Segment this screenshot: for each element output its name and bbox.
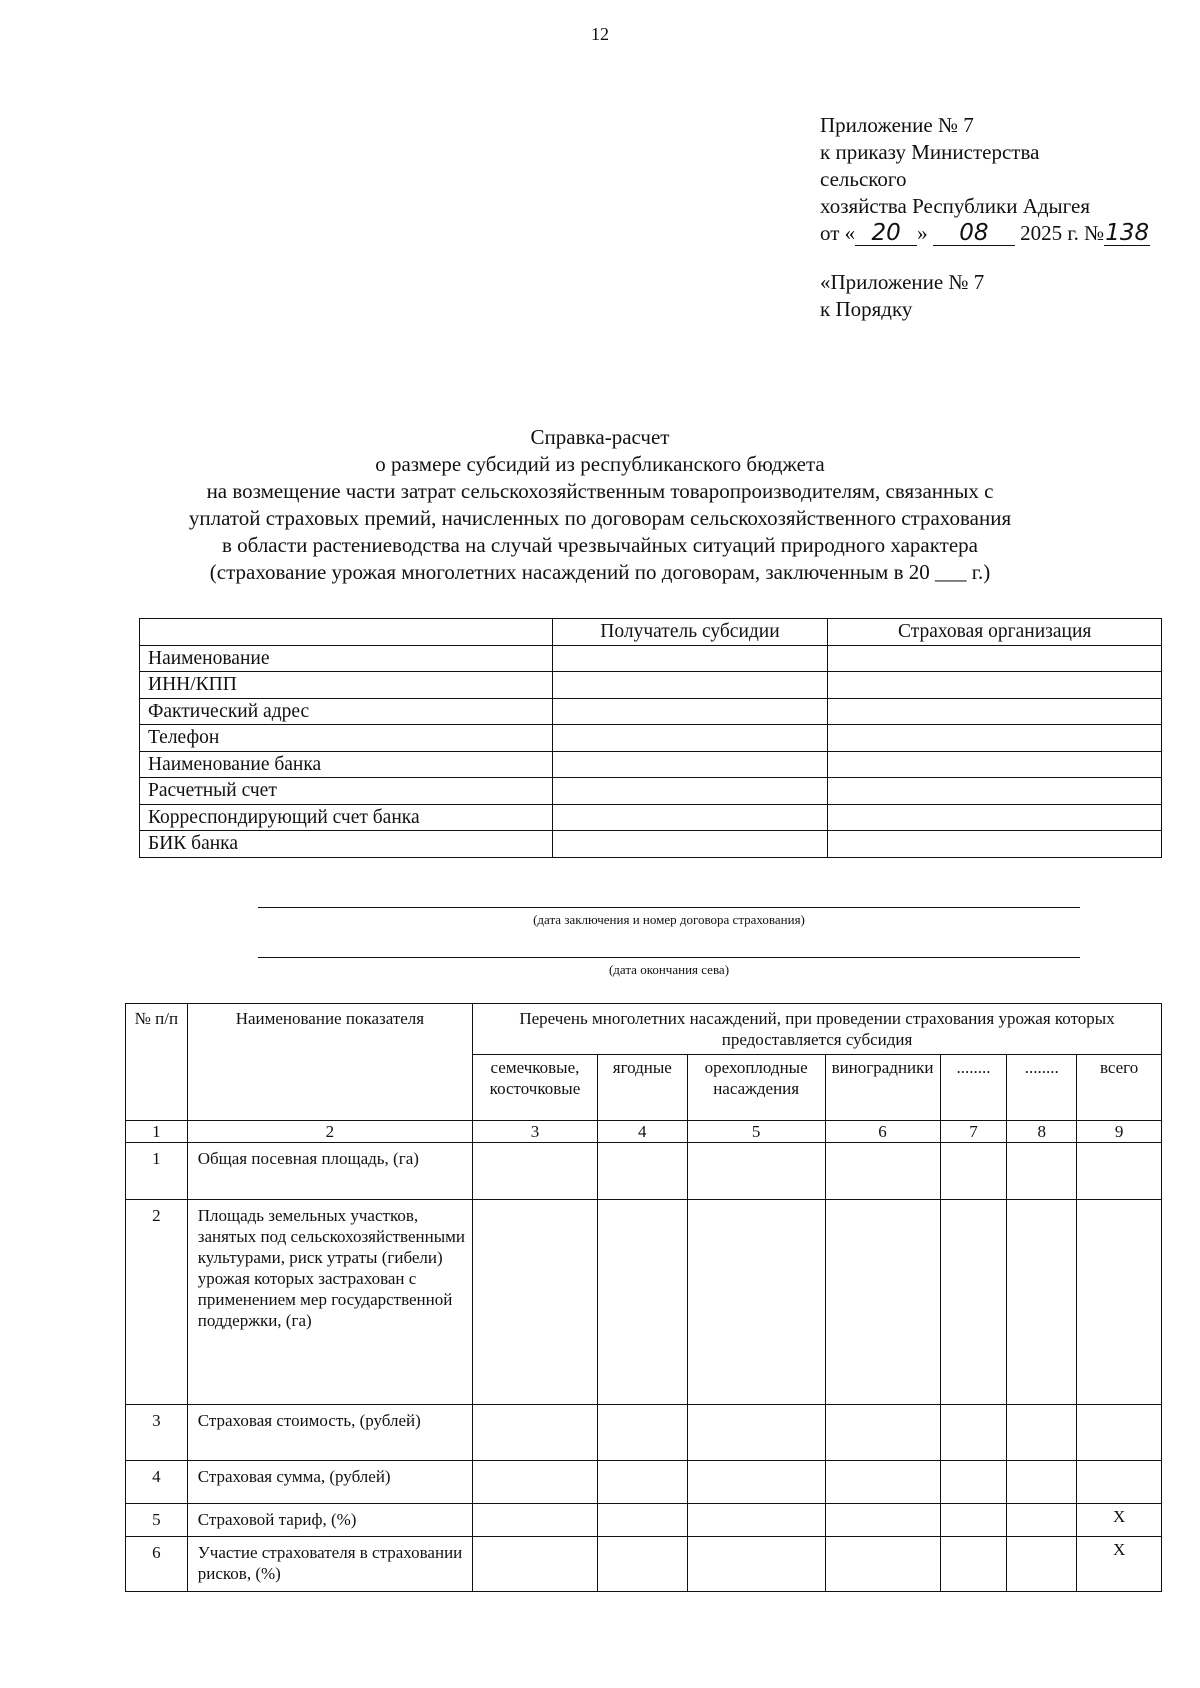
column-number: 6	[825, 1121, 940, 1143]
row-label: Наименование банка	[140, 751, 553, 778]
insurer-header: Страховая организация	[828, 619, 1162, 646]
value-cell	[597, 1461, 687, 1504]
appendix-line: к приказу Министерства	[820, 140, 1040, 164]
total-cell: X	[1077, 1537, 1162, 1592]
value-cell	[687, 1405, 825, 1461]
table-row	[126, 1504, 1162, 1537]
contract-date-caption: (дата заключения и номер договора страхования)	[533, 912, 805, 927]
column-number-row	[126, 1121, 1162, 1143]
table-row	[140, 804, 1162, 831]
column-number: 3	[473, 1121, 598, 1143]
value-cell	[1007, 1405, 1077, 1461]
value-cell	[825, 1143, 940, 1200]
value-cell	[1007, 1200, 1077, 1405]
title-line: на возмещение части затрат сельскохозяйственным товаропроизводителям, связанных с	[206, 479, 994, 503]
calculation-table	[125, 1003, 1162, 1592]
subheader-nut: орехоплодные насаждения	[687, 1055, 825, 1121]
number-header: № п/п	[126, 1004, 188, 1121]
indicator-name: Площадь земельных участков, занятых под сельскохозяйственными культурами, риск утраты (гибели) урожая которых застрахован с применением мер государственной поддержки, (га)	[187, 1200, 472, 1405]
table-row	[126, 1200, 1162, 1405]
table-row	[140, 725, 1162, 752]
value-cell	[825, 1537, 940, 1592]
insurer-cell	[828, 645, 1162, 672]
value-cell	[1007, 1537, 1077, 1592]
row-label: Фактический адрес	[140, 698, 553, 725]
handwritten-month: 08	[933, 221, 1015, 246]
table-row	[140, 698, 1162, 725]
insurer-cell	[828, 725, 1162, 752]
value-cell	[597, 1143, 687, 1200]
insurer-cell	[828, 751, 1162, 778]
table-row	[140, 778, 1162, 805]
date-prefix: от «	[820, 221, 856, 245]
indicator-name: Страховая стоимость, (рублей)	[187, 1405, 472, 1461]
requisites-header-empty	[140, 619, 553, 646]
subheader-berry: ягодные	[597, 1055, 687, 1121]
value-cell	[473, 1200, 598, 1405]
value-cell	[940, 1143, 1007, 1200]
indicator-name-header: Наименование показателя	[187, 1004, 472, 1121]
value-cell	[687, 1200, 825, 1405]
value-cell	[687, 1461, 825, 1504]
column-number: 5	[687, 1121, 825, 1143]
column-number: 9	[1077, 1121, 1162, 1143]
value-cell	[940, 1461, 1007, 1504]
value-cell	[825, 1405, 940, 1461]
appendix-line: сельского	[820, 167, 907, 191]
plantings-group-header: Перечень многолетних насаждений, при проведении страхования урожая которых предоставляется субсидия	[473, 1004, 1162, 1055]
value-cell	[687, 1537, 825, 1592]
value-cell	[940, 1504, 1007, 1537]
recipient-cell	[552, 698, 828, 725]
table-row	[126, 1537, 1162, 1592]
value-cell	[940, 1537, 1007, 1592]
row-number: 5	[126, 1504, 188, 1537]
recipient-cell	[552, 751, 828, 778]
appendix-line: хозяйства Республики Адыгея	[820, 194, 1090, 218]
document-title	[0, 424, 1200, 586]
value-cell	[687, 1504, 825, 1537]
value-cell	[687, 1143, 825, 1200]
recipient-header: Получатель субсидии	[552, 619, 828, 646]
recipient-cell	[552, 672, 828, 699]
subheader-vineyard: виноградники	[825, 1055, 940, 1121]
value-cell	[473, 1405, 598, 1461]
header-row-1	[126, 1004, 1162, 1055]
appendix-header	[820, 112, 1150, 323]
appendix-sub-line: к Порядку	[820, 297, 913, 321]
column-number: 7	[940, 1121, 1007, 1143]
table-row	[126, 1461, 1162, 1504]
recipient-cell	[552, 804, 828, 831]
insurer-cell	[828, 778, 1162, 805]
value-cell	[1007, 1143, 1077, 1200]
sowing-date-line	[258, 957, 1080, 958]
recipient-cell	[552, 831, 828, 858]
table-row	[140, 831, 1162, 858]
indicator-name: Общая посевная площадь, (га)	[187, 1143, 472, 1200]
appendix-sub-line: «Приложение № 7	[820, 270, 985, 294]
row-label: ИНН/КПП	[140, 672, 553, 699]
value-cell	[473, 1537, 598, 1592]
insurer-cell	[828, 831, 1162, 858]
total-cell	[1077, 1461, 1162, 1504]
row-label: Расчетный счет	[140, 778, 553, 805]
column-number: 1	[126, 1121, 188, 1143]
date-mid: »	[917, 221, 928, 245]
recipient-cell	[552, 778, 828, 805]
column-number: 4	[597, 1121, 687, 1143]
row-number: 3	[126, 1405, 188, 1461]
insurer-cell	[828, 672, 1162, 699]
table-row	[140, 645, 1162, 672]
table-row	[126, 1143, 1162, 1200]
value-cell	[825, 1504, 940, 1537]
order-date-line	[820, 220, 1150, 247]
table-row	[126, 1405, 1162, 1461]
recipient-cell	[552, 725, 828, 752]
title-line: о размере субсидий из республиканского бюджета	[375, 452, 825, 476]
value-cell	[597, 1200, 687, 1405]
sowing-date-caption: (дата окончания сева)	[608, 962, 730, 977]
title-line: Справка-расчет	[530, 425, 670, 449]
table-row	[140, 751, 1162, 778]
handwritten-order-number: 138	[1105, 220, 1150, 246]
requisites-header-row	[140, 619, 1162, 646]
requisites-table	[139, 618, 1162, 858]
value-cell	[825, 1200, 940, 1405]
insurer-cell	[828, 804, 1162, 831]
appendix-line: Приложение № 7	[820, 113, 974, 137]
value-cell	[940, 1405, 1007, 1461]
row-number: 2	[126, 1200, 188, 1405]
column-number: 2	[187, 1121, 472, 1143]
subheader-seed-stone: семечковые, косточковые	[473, 1055, 598, 1121]
value-cell	[825, 1461, 940, 1504]
title-line: (страхование урожая многолетних насаждений по договорам, заключенным в 20 ___ г.)	[209, 560, 991, 584]
subheader-total: всего	[1077, 1055, 1162, 1121]
page-number: 12	[591, 24, 609, 44]
title-line: уплатой страховых премий, начисленных по договорам сельскохозяйственного страхования	[188, 506, 1012, 530]
title-line: в области растениеводства на случай чрезвычайных ситуаций природного характера	[222, 533, 978, 557]
value-cell	[473, 1461, 598, 1504]
date-year: 2025 г. №	[1020, 221, 1105, 245]
value-cell	[597, 1504, 687, 1537]
indicator-name: Страховая сумма, (рублей)	[187, 1461, 472, 1504]
value-cell	[597, 1537, 687, 1592]
recipient-cell	[552, 645, 828, 672]
value-cell	[597, 1405, 687, 1461]
row-label: Телефон	[140, 725, 553, 752]
table-row	[140, 672, 1162, 699]
insurer-cell	[828, 698, 1162, 725]
subheader-other-2: ........	[1007, 1055, 1077, 1121]
row-number: 1	[126, 1143, 188, 1200]
row-label: Корреспондирующий счет банка	[140, 804, 553, 831]
subheader-other-1: ........	[940, 1055, 1007, 1121]
row-number: 4	[126, 1461, 188, 1504]
value-cell	[1007, 1461, 1077, 1504]
value-cell	[473, 1504, 598, 1537]
row-label: БИК банка	[140, 831, 553, 858]
row-label: Наименование	[140, 645, 553, 672]
indicator-name: Страховой тариф, (%)	[187, 1504, 472, 1537]
value-cell	[473, 1143, 598, 1200]
total-cell: X	[1077, 1504, 1162, 1537]
total-cell	[1077, 1405, 1162, 1461]
row-number: 6	[126, 1537, 188, 1592]
total-cell	[1077, 1143, 1162, 1200]
contract-date-line	[258, 907, 1080, 908]
handwritten-day: 20	[855, 221, 917, 246]
value-cell	[1007, 1504, 1077, 1537]
column-number: 8	[1007, 1121, 1077, 1143]
value-cell	[940, 1200, 1007, 1405]
indicator-name: Участие страхователя в страховании рисков, (%)	[187, 1537, 472, 1592]
total-cell	[1077, 1200, 1162, 1405]
